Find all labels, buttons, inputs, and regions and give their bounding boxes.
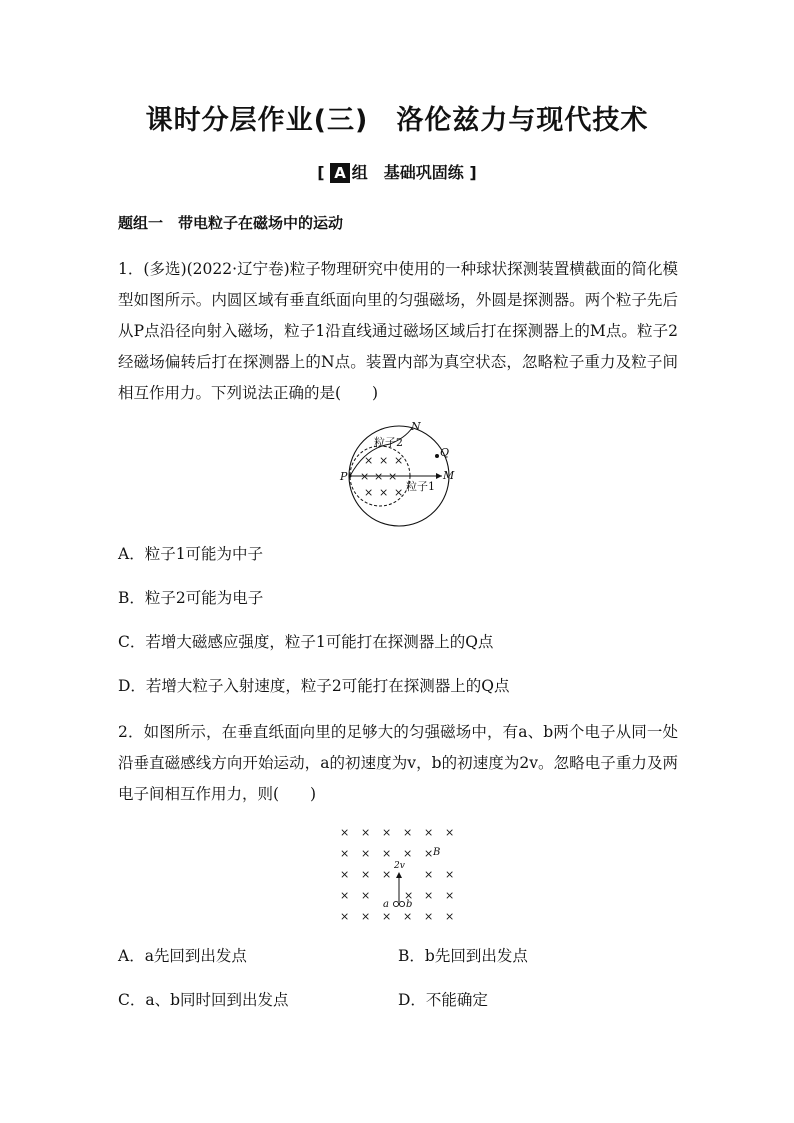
field-cross: × xyxy=(403,847,413,860)
field-cross: × xyxy=(382,910,392,923)
point-p-dot xyxy=(349,475,352,478)
field-cross: × xyxy=(424,910,434,923)
field-cross: × xyxy=(361,889,371,902)
field-cross: × xyxy=(403,826,413,839)
field-cross: × xyxy=(361,826,371,839)
group-badge: A xyxy=(330,163,350,183)
label-q: Q xyxy=(440,446,450,459)
bracket-right: ] xyxy=(469,163,477,182)
question-1-text: 1．(多选)(2022·辽宁卷)粒子物理研究中使用的一种球状探测装置横截面的简化模型如图所示。内圆区域有垂直纸面向里的匀强磁场，外圆是探测器。两个粒子先后从P点沿径向射入磁场，粒子1沿直线通过磁场区域后打在探测器上的M点。粒子2经磁场偏转后打在探测器上的N点。装置内部为真空状态，忽略粒子重力及粒子间相互作用力。下列说法正确的是( ) xyxy=(118,260,678,402)
field-cross: × xyxy=(394,454,404,467)
q2-option-d[interactable]: D．不能确定 xyxy=(398,991,488,1009)
question-2-text: 2．如图所示，在垂直纸面向里的足够大的匀强磁场中，有a、b两个电子从同一处沿垂直磁感线方向开始运动，a的初速度为v，b的初速度为2v。忽略电子重力及两电子间相互作用力，则( ) xyxy=(118,723,678,803)
field-cross: × xyxy=(424,889,434,902)
field-cross: × xyxy=(340,826,350,839)
electron-b xyxy=(399,901,404,906)
page-title: 课时分层作业(三) 洛伦兹力与现代技术 xyxy=(145,105,649,136)
section-subtitle xyxy=(0,160,794,183)
particle-1-arrow xyxy=(436,473,442,479)
point-q-dot xyxy=(435,454,439,458)
label-b: B xyxy=(433,847,441,858)
field-cross: × xyxy=(361,868,371,881)
field-cross: × xyxy=(364,454,374,467)
q2-option-a[interactable]: A．a先回到出发点 xyxy=(118,947,247,965)
bracket-left: [ xyxy=(317,163,325,182)
field-cross: × xyxy=(379,454,389,467)
field-cross: × xyxy=(403,910,413,923)
group-title: 题组一 带电粒子在磁场中的运动 xyxy=(118,214,344,232)
field-cross: × xyxy=(361,910,371,923)
field-cross: × xyxy=(361,847,371,860)
label-m: M xyxy=(443,469,455,482)
q1-option-a[interactable]: A．粒子1可能为中子 xyxy=(118,545,264,563)
q2-option-b[interactable]: B．b先回到出发点 xyxy=(398,947,528,965)
field-cross: × xyxy=(424,868,434,881)
label-particle-2: 粒子2 xyxy=(374,436,403,449)
label-b-electron: b xyxy=(406,899,413,910)
q2-option-c[interactable]: C．a、b同时回到出发点 xyxy=(118,991,289,1009)
field-cross: × xyxy=(340,847,350,860)
field-cross: × xyxy=(394,486,404,499)
q1-option-b[interactable]: B．粒子2可能为电子 xyxy=(118,589,264,607)
field-cross: × xyxy=(340,910,350,923)
label-n: N xyxy=(411,420,421,433)
label-2v: 2v xyxy=(394,861,405,871)
field-cross: × xyxy=(445,910,455,923)
field-cross: × xyxy=(379,486,389,499)
field-cross: × xyxy=(382,868,392,881)
velocity-arrowhead xyxy=(396,872,402,878)
field-cross: × xyxy=(382,826,392,839)
field-cross: × xyxy=(340,889,350,902)
magnetic-field-diagram xyxy=(334,820,464,925)
q1-option-d[interactable]: D．若增大粒子入射速度，粒子2可能打在探测器上的Q点 xyxy=(118,677,510,695)
label-p: P xyxy=(340,470,348,483)
field-cross: × xyxy=(382,847,392,860)
subtitle-text: 组 基础巩固练 xyxy=(351,163,464,182)
field-cross: × xyxy=(445,889,455,902)
detector-diagram xyxy=(330,418,465,528)
q1-option-c[interactable]: C．若增大磁感应强度，粒子1可能打在探测器上的Q点 xyxy=(118,633,494,651)
electron-a xyxy=(393,901,398,906)
field-cross: × xyxy=(404,889,414,902)
field-cross: × xyxy=(364,486,374,499)
label-a: a xyxy=(383,899,389,910)
field-cross: × xyxy=(374,470,384,483)
field-cross: × xyxy=(424,826,434,839)
field-cross: × xyxy=(424,847,434,860)
field-cross: × xyxy=(445,826,455,839)
field-cross: × xyxy=(360,470,370,483)
field-cross: × xyxy=(445,868,455,881)
field-cross: × xyxy=(340,868,350,881)
field-cross: × xyxy=(388,470,398,483)
label-particle-1: 粒子1 xyxy=(406,480,435,493)
